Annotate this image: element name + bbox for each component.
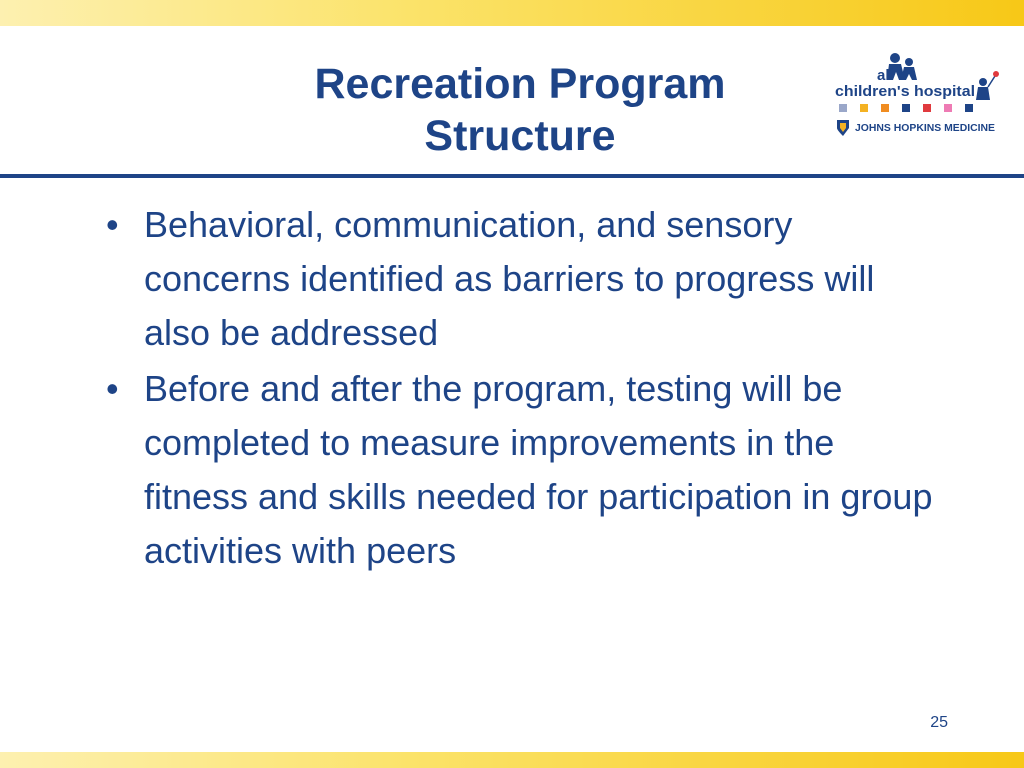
bullet-list	[106, 198, 946, 580]
bullet-text: Behavioral, communication, and sensory concerns identified as barriers to progress will also be addressed	[144, 204, 875, 353]
bullet-dot: •	[106, 368, 119, 409]
logo-color-square	[902, 104, 910, 112]
logo-line-1: all	[877, 67, 894, 84]
title-line-1: Recreation Program	[314, 60, 726, 108]
logo-subline: JOHNS HOPKINS MEDICINE	[855, 123, 996, 134]
logo-color-square	[860, 104, 868, 112]
bullet-item	[106, 362, 946, 578]
top-decorative-band	[0, 0, 1024, 26]
logo-color-square	[881, 104, 889, 112]
bullet-item	[106, 198, 946, 360]
title-line-2: Structure	[424, 112, 616, 160]
johns-hopkins-shield-icon	[837, 120, 849, 136]
title-divider	[0, 174, 1024, 178]
slide-title	[240, 58, 800, 162]
all-childrens-hospital-logo	[833, 50, 1003, 142]
bottom-decorative-band	[0, 752, 1024, 768]
logo-color-square	[965, 104, 973, 112]
page-number: 25	[930, 714, 948, 731]
bullet-dot: •	[106, 204, 119, 245]
logo-color-square	[923, 104, 931, 112]
logo-color-square	[839, 104, 847, 112]
bullet-text: Before and after the program, testing will be completed to measure improvements in the fitness and skills needed for participation in group activities with peers	[144, 368, 933, 571]
child-with-balloon-icon	[976, 71, 999, 100]
logo-color-square	[944, 104, 952, 112]
logo-line-2: children's hospital	[835, 83, 975, 100]
logo-color-squares	[839, 104, 973, 112]
